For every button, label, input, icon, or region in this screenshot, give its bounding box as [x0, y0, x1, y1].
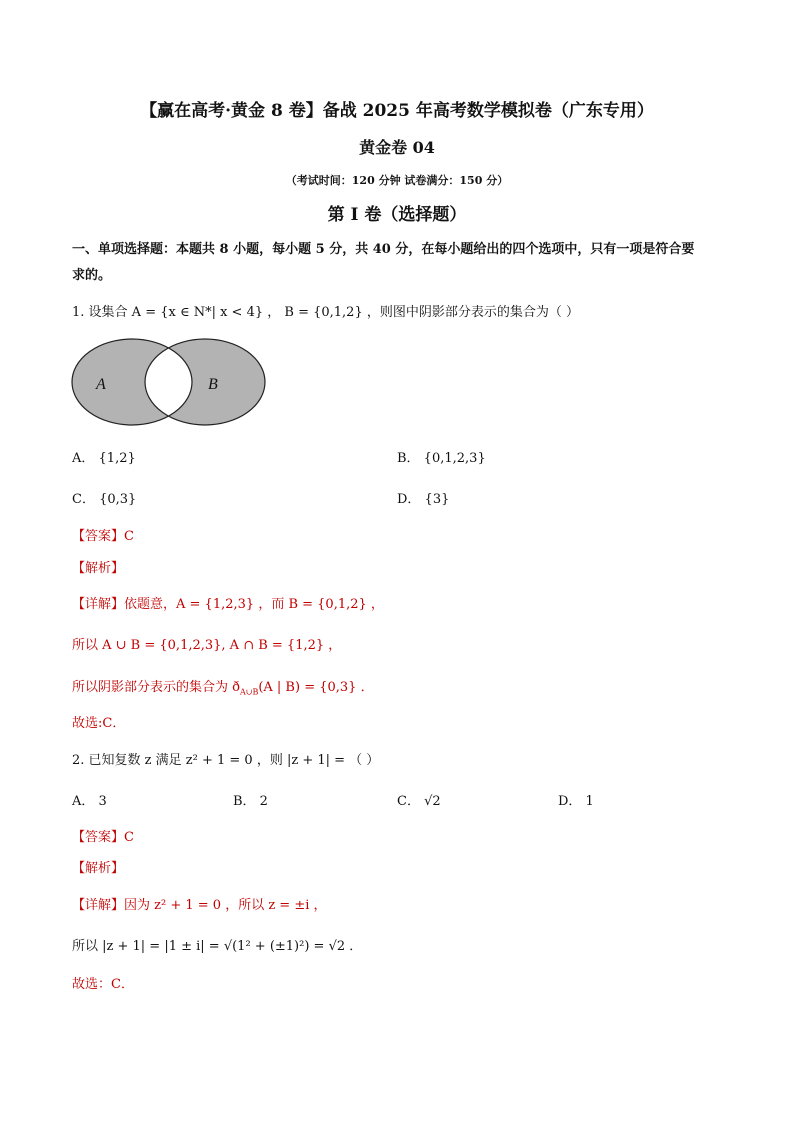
q1-conclusion: 故选:C． [72, 716, 126, 731]
venn-diagram [70, 336, 270, 432]
answer-value: C [124, 830, 134, 845]
answer-tag: 【答案】 [72, 529, 125, 544]
q1-detail-2: 所以 A ∪ B = {0,1,2,3}, A ∩ B = {1,2} ， [72, 638, 342, 653]
detail-tag: 【详解】 [72, 898, 125, 913]
paper-subtitle: 黄金卷 04 [359, 138, 435, 157]
q2-detail-2: 所以 |z + 1| = |1 ± i| = √(1² + (±1)²) = √2 ． [72, 939, 363, 954]
q1-option-d: D． {3} [397, 492, 450, 507]
q2-conclusion: 故选：C． [72, 977, 134, 992]
q2-detail-1 [72, 894, 327, 913]
answer-tag: 【答案】 [72, 830, 125, 845]
q2-option-c: C． √2 [397, 794, 441, 809]
q2-answer [72, 826, 134, 845]
q1-analysis-tag: 【解析】 [72, 561, 125, 576]
answer-value: C [124, 529, 134, 544]
detail-3-rest: (A | B) = {0,3} ． [258, 680, 374, 695]
q1-answer [72, 525, 134, 544]
q2-analysis-tag: 【解析】 [72, 861, 125, 876]
paper-title: 【赢在高考·黄金 8 卷】备战 2025 年高考数学模拟卷（广东专用） [140, 101, 654, 121]
detail-text: 依题意，A = {1,2,3} ，而 B = {0,1,2} ， [124, 597, 384, 612]
venn-label-a: A [96, 376, 106, 393]
q2-option-d: D． 1 [558, 794, 594, 809]
detail-3-text: 所以阴影部分表示的集合为 ð [72, 680, 240, 695]
q1-option-c: C． {0,3} [72, 492, 137, 507]
instructions-line-2: 求的。 [72, 268, 112, 283]
q1-detail-1 [72, 593, 384, 612]
q1-detail-3 [72, 676, 374, 697]
detail-text: 因为 z² + 1 = 0 ，所以 z = ±i ， [124, 898, 327, 913]
exam-meta: （考试时间：120 分钟 试卷满分：150 分） [285, 174, 509, 187]
q2-option-a: A． 3 [72, 794, 107, 809]
q1-stem: 1. 设集合 A = {x ∈ N*| x < 4} ， B = {0,1,2} ，则图中阴影部分表示的集合为（ ） [72, 305, 579, 320]
q2-option-b: B． 2 [233, 794, 268, 809]
detail-3-subscript: A∪B [239, 687, 259, 697]
section-heading: 第 I 卷（选择题） [327, 205, 467, 225]
instructions-line-1: 一、单项选择题：本题共 8 小题，每小题 5 分，共 40 分，在每小题给出的四个选项中，只有一项是符合要 [72, 242, 695, 257]
q1-option-b: B． {0,1,2,3} [397, 451, 486, 466]
detail-tag: 【详解】 [72, 597, 125, 612]
venn-label-b: B [208, 376, 218, 393]
q1-option-a: A． {1,2} [72, 451, 136, 466]
q2-stem: 2. 已知复数 z 满足 z² + 1 = 0 ，则 |z + 1| = （ ） [72, 753, 380, 768]
